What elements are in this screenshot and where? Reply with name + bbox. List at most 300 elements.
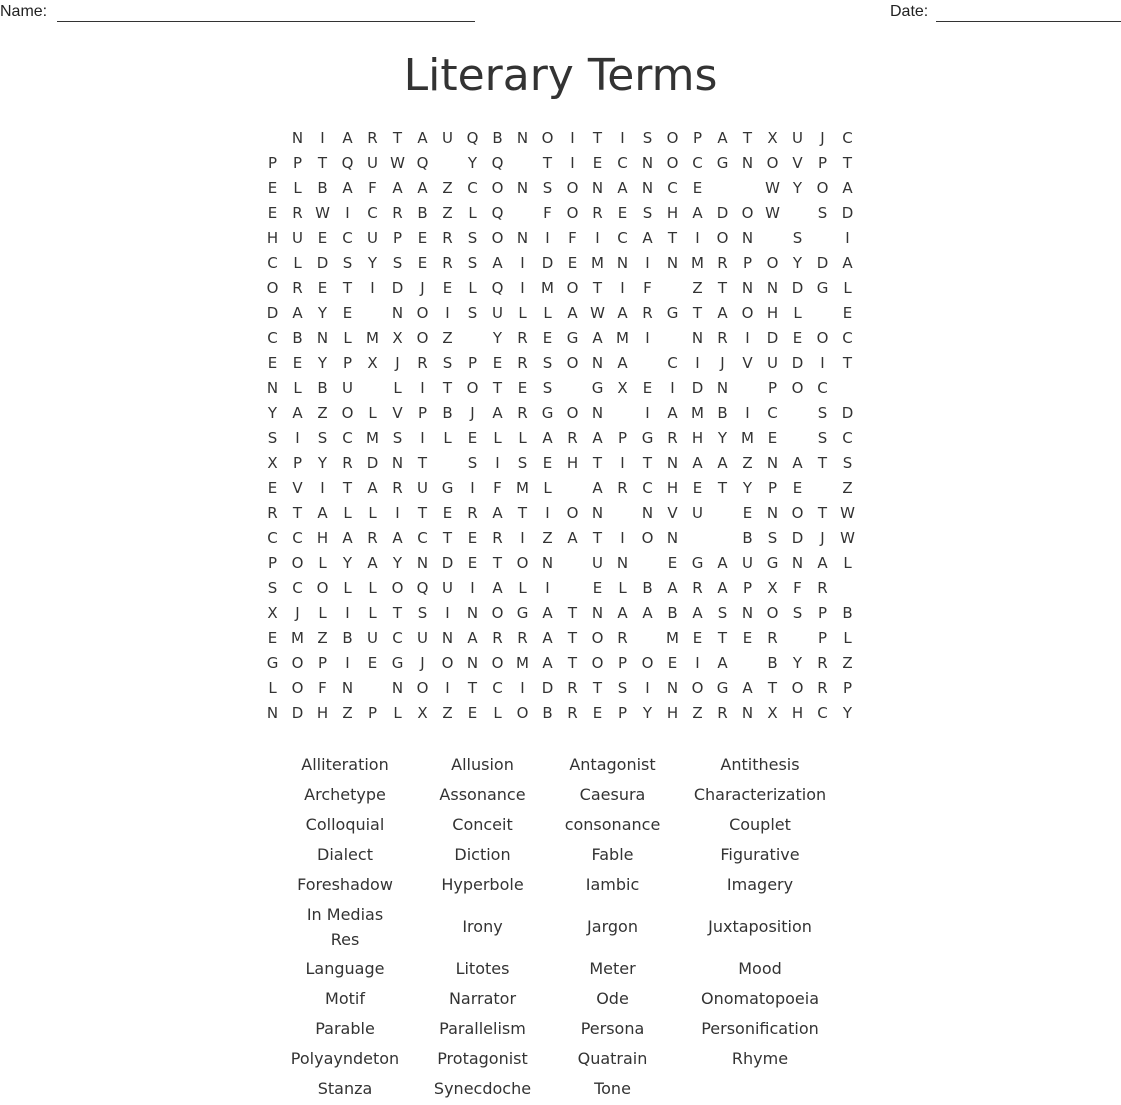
grid-cell: D [266, 304, 279, 322]
grid-cell: E [442, 504, 453, 522]
grid-cell: B [717, 404, 728, 422]
grid-cell: U [417, 479, 428, 497]
grid-cell: I [320, 129, 325, 147]
grid-cell: E [742, 504, 753, 522]
grid-cell [785, 626, 810, 651]
grid-cell: E [267, 354, 278, 372]
grid-cell: D [691, 379, 704, 397]
grid-cell: Q [466, 129, 479, 147]
grid-cell: A [817, 554, 828, 572]
grid-cell: E [667, 554, 678, 572]
grid-cell [635, 351, 660, 376]
grid-cell: D [841, 204, 854, 222]
grid-cell: Z [442, 704, 453, 722]
grid-cell: L [543, 304, 552, 322]
grid-cell: A [542, 604, 553, 622]
grid-cell: R [392, 204, 403, 222]
grid-cell: I [620, 279, 625, 297]
grid-cell: A [342, 179, 353, 197]
grid-cell: C [292, 529, 303, 547]
word-list-item: Dialect [317, 845, 373, 864]
grid-cell: U [742, 554, 753, 572]
grid-row [260, 626, 860, 651]
grid-cell [435, 151, 460, 176]
grid-cell [635, 551, 660, 576]
grid-cell: N [591, 404, 604, 422]
grid-cell: G [716, 679, 729, 697]
grid-cell: O [641, 654, 654, 672]
grid-cell: G [391, 654, 404, 672]
grid-cell: T [417, 504, 428, 522]
grid-cell: J [420, 654, 425, 672]
grid-cell: E [742, 629, 753, 647]
grid-cell: R [817, 654, 828, 672]
grid-cell: G [516, 604, 529, 622]
grid-cell: A [592, 429, 603, 447]
grid-cell: O [641, 529, 654, 547]
grid-cell: P [292, 154, 303, 172]
grid-cell [660, 276, 685, 301]
grid-cell: B [442, 404, 453, 422]
grid-row [260, 351, 860, 376]
grid-cell: I [645, 404, 650, 422]
grid-cell: W [840, 529, 855, 547]
grid-cell: L [343, 329, 352, 347]
grid-cell: N [516, 129, 529, 147]
grid-cell: I [695, 654, 700, 672]
word-list-item: Litotes [455, 959, 510, 978]
grid-cell: H [766, 304, 779, 322]
grid-cell: O [741, 204, 754, 222]
grid-cell: I [345, 604, 350, 622]
grid-cell [360, 676, 385, 701]
grid-cell: R [492, 529, 503, 547]
grid-cell: T [392, 129, 403, 147]
grid-cell: D [716, 204, 729, 222]
grid-cell: O [816, 329, 829, 347]
grid-cell: A [292, 404, 303, 422]
grid-cell: S [467, 229, 478, 247]
grid-cell: R [717, 329, 728, 347]
grid-cell: T [442, 529, 453, 547]
grid-cell: T [492, 379, 503, 397]
grid-row [260, 301, 860, 326]
grid-row [260, 176, 860, 201]
header [0, 3, 1121, 25]
grid-cell: P [467, 354, 478, 372]
grid-cell: T [567, 629, 578, 647]
grid-cell: E [417, 229, 428, 247]
grid-cell: N [766, 279, 779, 297]
grid-cell: X [267, 454, 278, 472]
grid-cell: O [416, 304, 429, 322]
grid-cell: S [467, 304, 478, 322]
grid-row [260, 501, 860, 526]
word-list-item: Couplet [729, 815, 791, 834]
grid-cell: H [316, 704, 329, 722]
grid-cell: S [642, 129, 653, 147]
grid-cell: A [717, 579, 728, 597]
grid-cell: B [767, 654, 778, 672]
grid-cell [760, 226, 785, 251]
grid-cell: R [367, 529, 378, 547]
grid-cell: A [717, 454, 728, 472]
grid-cell: B [642, 579, 653, 597]
grid-cell: R [517, 354, 528, 372]
word-list-item: Onomatopoeia [700, 989, 819, 1008]
grid-cell: O [766, 604, 779, 622]
grid-cell [560, 576, 585, 601]
grid-cell: T [542, 154, 553, 172]
grid-cell: N [591, 354, 604, 372]
grid-cell: B [292, 329, 303, 347]
grid-cell: V [292, 479, 303, 497]
grid-cell: L [393, 379, 402, 397]
grid-cell: P [417, 404, 428, 422]
grid-cell: E [417, 254, 428, 272]
grid-cell: Z [842, 654, 853, 672]
grid-cell: Y [792, 654, 803, 672]
grid-cell: G [816, 279, 829, 297]
grid-cell: C [467, 179, 478, 197]
grid-cell: T [717, 279, 728, 297]
grid-cell: X [392, 329, 403, 347]
grid-cell: Z [692, 704, 703, 722]
grid-cell: A [642, 604, 653, 622]
word-list-item: Antagonist [569, 755, 656, 774]
grid-cell: P [842, 679, 853, 697]
grid-cell: L [843, 629, 852, 647]
grid-cell: Y [317, 354, 328, 372]
grid-cell: P [617, 654, 628, 672]
grid-cell: E [267, 629, 278, 647]
grid-cell [810, 226, 835, 251]
grid-cell: A [292, 304, 303, 322]
grid-cell [810, 476, 835, 501]
grid-cell: N [416, 554, 429, 572]
grid-cell: A [492, 579, 503, 597]
grid-cell: M [691, 404, 704, 422]
grid-cell: G [591, 379, 604, 397]
grid-cell: X [767, 579, 778, 597]
grid-cell: L [493, 704, 502, 722]
grid-cell: B [492, 129, 503, 147]
grid-cell: I [645, 254, 650, 272]
grid-cell: T [767, 679, 778, 697]
grid-cell: A [342, 129, 353, 147]
grid-cell: I [320, 479, 325, 497]
grid-cell: H [266, 229, 279, 247]
grid-cell: O [766, 154, 779, 172]
word-list-item: Language [305, 959, 385, 978]
grid-cell: Z [442, 329, 453, 347]
grid-cell: H [666, 479, 679, 497]
grid-cell: J [470, 404, 475, 422]
grid-cell: S [317, 429, 328, 447]
grid-cell: L [843, 554, 852, 572]
grid-cell: I [445, 679, 450, 697]
grid-cell: O [291, 679, 304, 697]
grid-cell: R [617, 479, 628, 497]
word-list-item: Characterization [693, 785, 827, 804]
grid-cell: I [545, 579, 550, 597]
grid-cell: N [391, 304, 404, 322]
grid-cell: C [842, 429, 853, 447]
grid-cell: A [717, 129, 728, 147]
grid-cell: T [492, 554, 503, 572]
grid-cell: A [317, 504, 328, 522]
grid-cell: R [492, 629, 503, 647]
grid-cell: J [295, 604, 300, 622]
grid-cell: H [666, 204, 679, 222]
grid-cell: H [691, 429, 704, 447]
grid-cell: E [467, 529, 478, 547]
grid-cell: M [291, 629, 304, 647]
grid-cell: E [592, 154, 603, 172]
grid-cell: L [518, 429, 527, 447]
grid-cell: C [767, 404, 778, 422]
word-list-item: Parallelism [439, 1019, 526, 1038]
grid-cell: E [467, 429, 478, 447]
grid-cell: S [842, 454, 853, 472]
grid-cell: O [816, 179, 829, 197]
grid-cell: S [792, 604, 803, 622]
grid-cell [685, 526, 710, 551]
grid-cell: I [570, 129, 575, 147]
grid-cell: P [617, 429, 628, 447]
grid-cell: B [742, 529, 753, 547]
grid-cell: N [766, 504, 779, 522]
word-list-item: Polyayndeton [290, 1049, 400, 1068]
grid-cell: Q [416, 154, 429, 172]
grid-cell: L [343, 579, 352, 597]
grid-cell: M [516, 479, 529, 497]
grid-cell: Y [492, 329, 503, 347]
grid-cell: S [267, 579, 278, 597]
grid-cell: P [817, 604, 828, 622]
grid-cell: I [845, 229, 850, 247]
grid-cell: R [692, 579, 703, 597]
grid-cell: O [791, 679, 804, 697]
word-list-item: Assonance [439, 785, 526, 804]
grid-cell: E [692, 179, 703, 197]
grid-cell: Y [317, 304, 328, 322]
grid-cell: I [695, 229, 700, 247]
grid-cell: L [293, 179, 302, 197]
grid-cell [735, 376, 760, 401]
grid-cell: W [315, 204, 330, 222]
grid-cell: T [567, 654, 578, 672]
grid-cell: A [842, 179, 853, 197]
grid-cell: N [616, 554, 629, 572]
grid-row [260, 326, 860, 351]
grid-cell: N [291, 129, 304, 147]
grid-row [260, 126, 860, 151]
grid-cell: V [392, 404, 403, 422]
grid-cell: L [318, 604, 327, 622]
grid-cell: O [291, 654, 304, 672]
grid-cell: H [666, 704, 679, 722]
grid-cell: Z [317, 629, 328, 647]
grid-cell: A [642, 229, 653, 247]
grid-cell [785, 426, 810, 451]
grid-cell: S [392, 254, 403, 272]
grid-cell: R [517, 404, 528, 422]
grid-cell: R [592, 204, 603, 222]
grid-cell: C [667, 354, 678, 372]
grid-cell: E [842, 304, 853, 322]
grid-cell: I [520, 679, 525, 697]
grid-cell: R [467, 504, 478, 522]
grid-cell: F [543, 204, 552, 222]
grid-cell: N [741, 604, 754, 622]
grid-cell: S [767, 529, 778, 547]
grid-cell: A [392, 529, 403, 547]
grid-cell: A [542, 629, 553, 647]
grid-cell: I [545, 504, 550, 522]
grid-cell: R [667, 429, 678, 447]
grid-cell: I [695, 354, 700, 372]
grid-cell: B [417, 204, 428, 222]
grid-cell: S [817, 404, 828, 422]
grid-cell: R [617, 629, 628, 647]
grid-row [260, 551, 860, 576]
grid-cell: I [520, 279, 525, 297]
name-label: Name: [0, 3, 48, 20]
grid-cell: I [820, 354, 825, 372]
grid-cell: A [567, 529, 578, 547]
word-list-item: Motif [325, 989, 365, 1008]
grid-cell: L [493, 429, 502, 447]
grid-cell: U [592, 554, 603, 572]
name-field[interactable] [0, 3, 47, 21]
grid-cell: M [666, 629, 679, 647]
grid-cell: H [316, 529, 329, 547]
grid-cell: N [641, 504, 654, 522]
word-list-item: Caesura [579, 785, 646, 804]
grid-cell: R [567, 704, 578, 722]
grid-cell: S [542, 379, 553, 397]
grid-cell: I [620, 529, 625, 547]
grid-cell: U [692, 504, 703, 522]
grid-cell: S [442, 354, 453, 372]
grid-cell: C [617, 229, 628, 247]
grid-cell: P [617, 704, 628, 722]
grid-cell: I [345, 654, 350, 672]
word-list-item: Stanza [317, 1079, 373, 1098]
grid-row [260, 676, 860, 701]
grid-cell: Y [467, 154, 478, 172]
grid-cell: N [741, 154, 754, 172]
grid-cell: L [293, 254, 302, 272]
grid-cell: X [617, 379, 628, 397]
word-list-item: Foreshadow [297, 875, 393, 894]
grid-cell: L [468, 279, 477, 297]
grid-cell: Z [542, 529, 553, 547]
grid-cell: E [467, 554, 478, 572]
grid-cell: E [292, 354, 303, 372]
grid-cell: Y [742, 479, 753, 497]
grid-cell: D [541, 679, 554, 697]
grid-cell: C [342, 229, 353, 247]
grid-cell: R [767, 629, 778, 647]
grid-cell: E [267, 204, 278, 222]
grid-cell: O [416, 679, 429, 697]
grid-row [260, 226, 860, 251]
grid-cell: Y [792, 179, 803, 197]
grid-cell: G [566, 329, 579, 347]
grid-cell: E [667, 654, 678, 672]
grid-cell [360, 301, 385, 326]
grid-cell: M [366, 329, 379, 347]
grid-cell: A [842, 254, 853, 272]
grid-cell [660, 326, 685, 351]
grid-cell: Y [842, 704, 853, 722]
grid-cell: F [318, 679, 327, 697]
word-list [275, 750, 845, 1104]
grid-cell: S [617, 679, 628, 697]
grid-cell: L [318, 554, 327, 572]
grid-cell: I [470, 479, 475, 497]
grid-cell: A [542, 429, 553, 447]
grid-cell: I [620, 129, 625, 147]
grid-cell: U [417, 629, 428, 647]
grid-cell: T [842, 354, 853, 372]
grid-cell: O [791, 504, 804, 522]
grid-cell: T [592, 129, 603, 147]
grid-cell: A [417, 129, 428, 147]
grid-cell: N [666, 529, 679, 547]
grid-cell: R [342, 454, 353, 472]
grid-cell: O [766, 254, 779, 272]
grid-cell: I [395, 504, 400, 522]
grid-cell: O [491, 179, 504, 197]
grid-cell: U [492, 304, 503, 322]
grid-cell: E [542, 454, 553, 472]
grid-cell: O [566, 404, 579, 422]
grid-cell: U [367, 629, 378, 647]
grid-cell: O [666, 129, 679, 147]
date-field[interactable] [890, 3, 928, 21]
grid-cell: A [392, 179, 403, 197]
grid-cell: O [741, 304, 754, 322]
grid-cell [610, 501, 635, 526]
grid-cell [435, 451, 460, 476]
grid-cell: A [567, 304, 578, 322]
grid-cell: R [517, 629, 528, 647]
grid-cell: Z [317, 404, 328, 422]
grid-cell: O [316, 579, 329, 597]
grid-cell: F [793, 579, 802, 597]
grid-cell: Q [491, 279, 504, 297]
grid-cell: O [291, 554, 304, 572]
grid-cell [710, 526, 735, 551]
grid-cell: M [616, 329, 629, 347]
grid-cell: O [566, 204, 579, 222]
grid-cell: D [541, 254, 554, 272]
grid-cell: O [566, 279, 579, 297]
name-line[interactable] [57, 21, 475, 22]
grid-cell: I [445, 604, 450, 622]
grid-cell: T [592, 529, 603, 547]
word-list-item: consonance [564, 815, 661, 834]
grid-cell: R [292, 204, 303, 222]
grid-cell: T [742, 129, 753, 147]
grid-cell: N [541, 554, 554, 572]
grid-cell: C [292, 579, 303, 597]
grid-cell: C [267, 329, 278, 347]
date-line[interactable] [936, 21, 1121, 22]
